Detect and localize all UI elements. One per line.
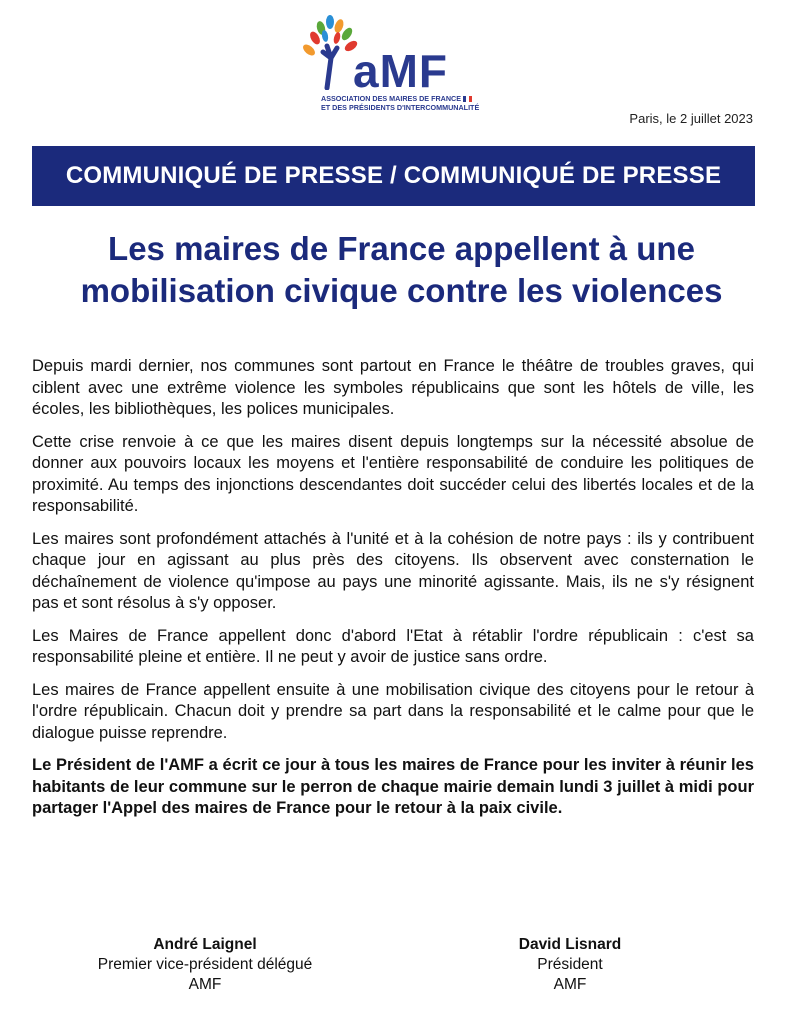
logo-wordmark: aMF bbox=[353, 45, 448, 97]
signature-org: AMF bbox=[553, 976, 587, 993]
signature-org: AMF bbox=[188, 976, 222, 993]
signature-role: Premier vice-président délégué bbox=[97, 956, 313, 973]
signature-right bbox=[470, 935, 670, 995]
paragraph: Les maires sont profondément attachés à l'unité et à la cohésion de notre pays : ils y contribuent chaque jour en agissant au plus près des citoyens. Ils observent avec consternation le déchaînement de violence qu'impose au pays une minorité agissante. Mais, ils ne s'y résignent pas et sont résolus à s'y opposer. bbox=[32, 529, 754, 612]
logo-subtitle-line2: ET DES PRÉSIDENTS D'INTERCOMMUNALITÉ bbox=[321, 103, 480, 112]
paragraph: Les Maires de France appellent donc d'abord l'Etat à rétablir l'ordre républicain : c'est sa responsabilité pleine et entière. Il ne peut y avoir de justice sans ordre. bbox=[32, 626, 754, 666]
paragraph: Depuis mardi dernier, nos communes sont partout en France le théâtre de troubles graves, qui ciblent avec une extrême violence les symboles républicains que sont les hôtels de ville, les écoles, les bibliothèques, les polices municipales. bbox=[32, 357, 754, 418]
signature-role: Président bbox=[537, 956, 603, 973]
flag-red bbox=[469, 96, 472, 102]
logo-subtitle-line1: ASSOCIATION DES MAIRES DE FRANCE bbox=[321, 94, 462, 103]
paragraph: Cette crise renvoie à ce que les maires disent depuis longtemps sur la nécessité absolue de donner aux pouvoirs locaux les moyens et l'entière responsabilité de conduire les politiques de proximité. Au temps des injonctions descendantes doit succéder celui des libertés locales et de la responsabilité. bbox=[32, 432, 754, 515]
signature-name: André Laignel bbox=[153, 936, 257, 953]
title-line-2: mobilisation civique contre les violences bbox=[80, 272, 723, 309]
paragraph: Les maires de France appellent ensuite à une mobilisation civique des citoyens pour le retour à l'ordre républicain. Chacun doit y prendre sa part dans la responsabilité et le calme pour que le dialogue puisse reprendre. bbox=[32, 680, 754, 742]
signature-name: David Lisnard bbox=[518, 936, 622, 953]
page-title bbox=[20, 228, 783, 312]
press-release-banner bbox=[32, 146, 755, 206]
body-text bbox=[32, 356, 754, 831]
signature-left bbox=[60, 935, 350, 995]
bold-paragraph: Le Président de l'AMF a écrit ce jour à tous les maires de France pour les inviter à réunir les habitants de leur commune sur le perron de chaque mairie demain lundi 3 juillet à midi pour partager l'Appel des maires de France pour le retour à la paix civile. bbox=[32, 756, 754, 817]
title-line-1: Les maires de France appellent à une bbox=[108, 230, 695, 267]
banner-text: COMMUNIQUÉ DE PRESSE / COMMUNIQUÉ DE PRESSE bbox=[65, 162, 722, 189]
date-line: Paris, le 2 juillet 2023 bbox=[629, 111, 753, 126]
amf-logo bbox=[297, 10, 487, 112]
logo-subtitle bbox=[321, 94, 487, 112]
